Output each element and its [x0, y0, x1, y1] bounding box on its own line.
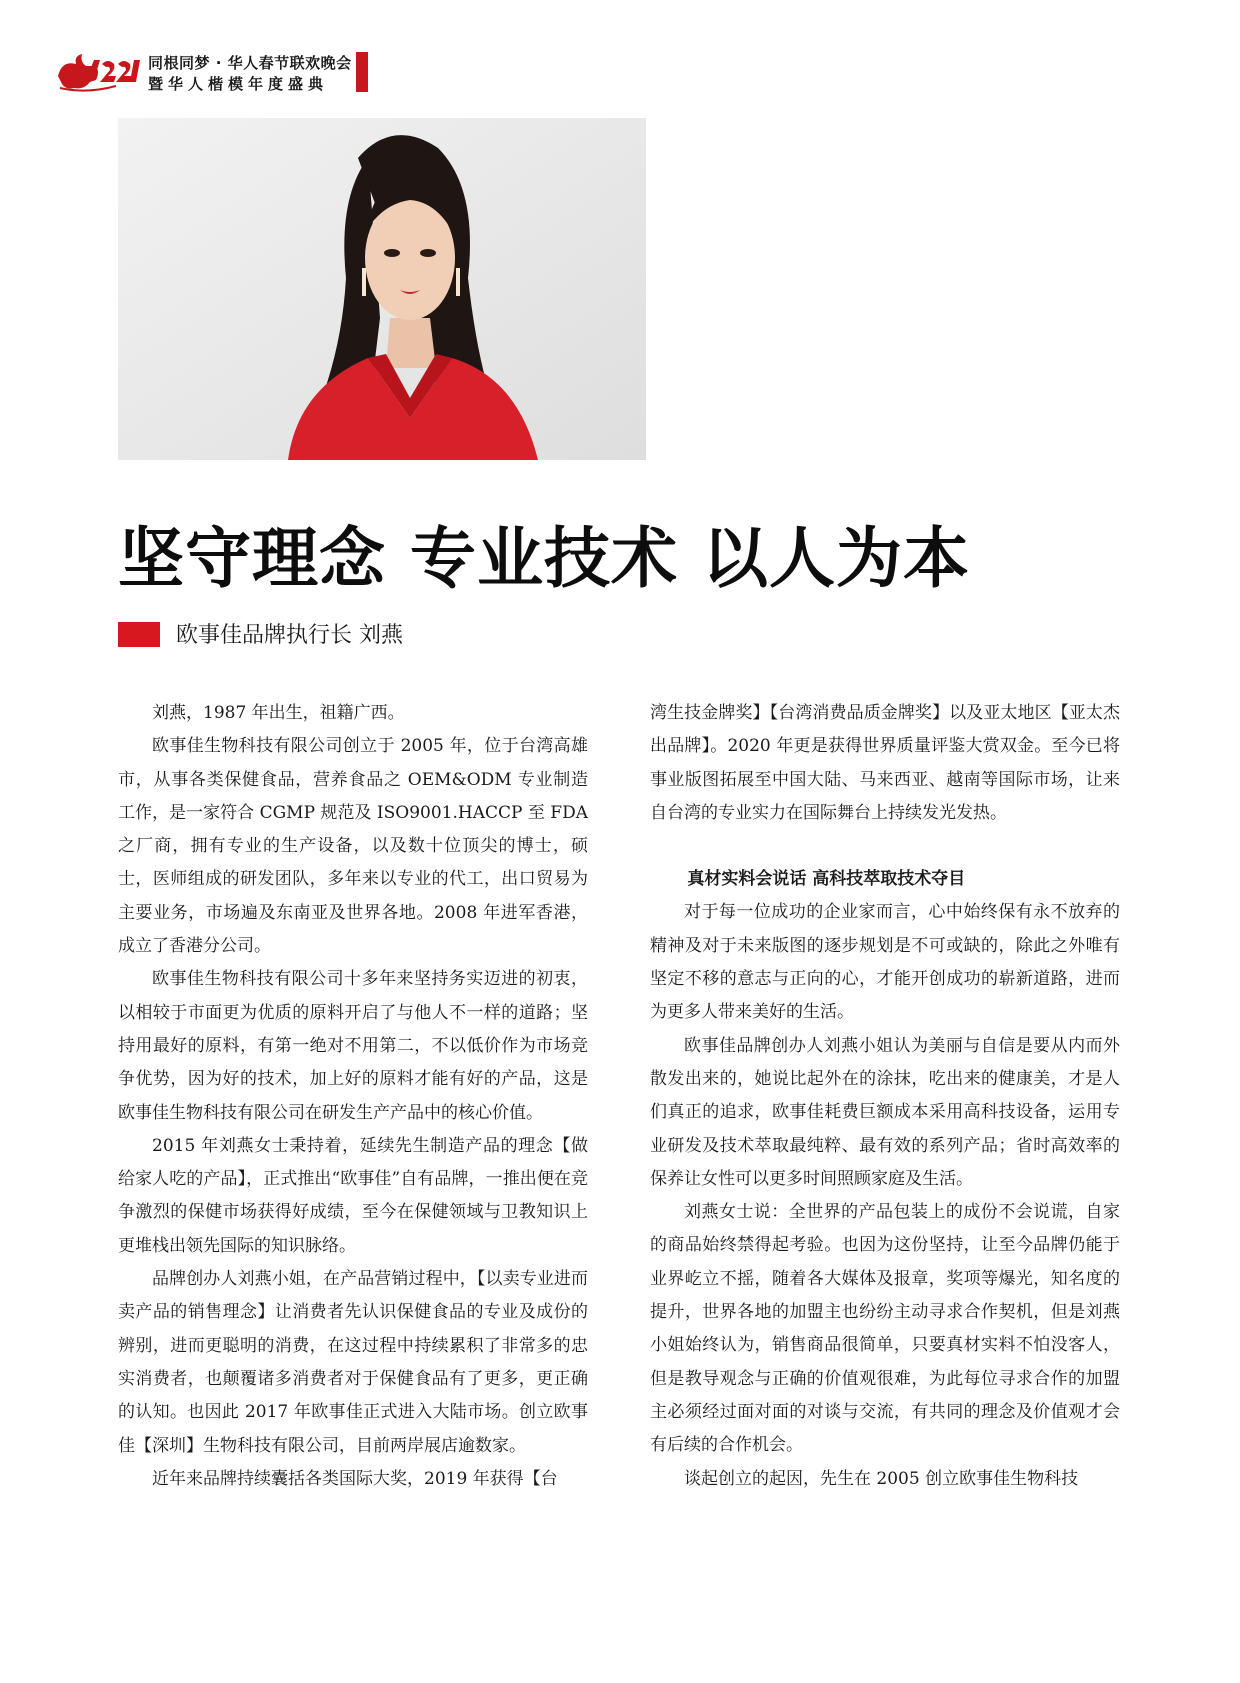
right-column	[650, 697, 1120, 1496]
paragraph: 欧事佳生物科技有限公司十多年来坚持务实迈进的初衷，以相较于市面更为优质的原料开启了与他人不一样的道路；坚持用最好的原料，有第一绝对不用第二，不以低价作为市场竞争优势，因为好的技术，加上好的原料才能有好的产品，这是欧事佳生物科技有限公司在研发生产产品中的核心价值。	[118, 969, 588, 1123]
paragraph: 欧事佳生物科技有限公司创立于 2005 年，位于台湾高雄市，从事各类保健食品，营养食品之 OEM&ODM 专业制造工作，是一家符合 CGMP 规范及 ISO9001.HACCP 至 FDA 之厂商，拥有专业的生产设备，以及数十位顶尖的博士，硕士，医师组成的研发团队，多年来以专业的代工，出口贸易为主要业务，市场遍及东南亚及世界各地。2008 年进军香港，成立了香港分公司。	[118, 736, 588, 957]
paragraph: 对于每一位成功的企业家而言，心中始终保有永不放弃的精神及对于未来版图的逐步规划是不可或缺的，除此之外唯有坚定不移的意志与正向的心，才能开创成功的崭新道路，进而为更多人带来美好的生活。	[650, 902, 1120, 1023]
header-title-line1: 同根同梦 · 华人春节联欢晚会	[148, 54, 352, 72]
left-column	[118, 697, 588, 1496]
byline: 欧事佳品牌执行长 刘燕	[176, 623, 403, 648]
seal-stamp	[356, 52, 368, 92]
section-subheading: 真材实料会说话 高科技萃取技术夺目	[687, 869, 966, 890]
paragraph: 谈起创立的起因，先生在 2005 创立欧事佳生物科技	[684, 1468, 1079, 1489]
article-title: 坚守理念 专业技术 以人为本	[118, 519, 970, 597]
portrait-photo	[118, 118, 646, 460]
paragraph: 欧事佳品牌创办人刘燕小姐认为美丽与自信是要从内而外散发出来的，她说比起外在的涂抹，吃出来的健康美，才是人们真正的追求，欧事佳耗费巨额成本采用高科技设备，运用专业研发及技术萃取最纯粹、最有效的系列产品；省时高效率的保养让女性可以更多时间照顾家庭及生活。	[650, 1035, 1120, 1189]
paragraph: 刘燕，1987 年出生，祖籍广西。	[152, 703, 405, 723]
paragraph: 2015 年刘燕女士秉持着，延续先生制造产品的理念【做给家人吃的产品】，正式推出“欧事佳”自有品牌，一推出便在竞争激烈的保健市场获得好成绩，至今在保健领域与卫教知识上更堆栈出领先国际的知识脉络。	[118, 1135, 588, 1256]
byline-accent-bar	[118, 622, 160, 647]
paragraph: 刘燕女士说：全世界的产品包装上的成份不会说谎，自家的商品始终禁得起考验。也因为这份坚持，让至今品牌仍能于业界屹立不摇，随着各大媒体及报章，奖项等爆光，知名度的提升，世界各地的加盟主也纷纷主动寻求合作契机，但是刘燕小姐始终认为，销售商品很简单，只要真材实料不怕没客人，但是教导观念与正确的价值观很难，为此每位寻求合作的加盟主必须经过面对面的对谈与交流，有共同的理念及价值观才会有后续的合作机会。	[650, 1202, 1120, 1456]
header-title-line2: 暨华人楷模年度盛典	[148, 75, 329, 93]
paragraph: 品牌创办人刘燕小姐，在产品营销过程中，【以卖专业进而卖产品的销售理念】让消费者先认识保健食品的专业及成份的辨别，进而更聪明的消费，在这过程中持续累积了非常多的忠实消费者，也颠覆诸多消费者对于保健食品有了更多，更正确的认知。也因此 2017 年欧事佳正式进入大陆市场。创立欧事佳【深圳】生物科技有限公司，目前两岸展店逾数家。	[118, 1269, 588, 1456]
paragraph: 近年来品牌持续囊括各类国际大奖，2019 年获得【台	[152, 1468, 558, 1489]
bull-2021-logo-icon	[56, 50, 142, 94]
masthead	[56, 48, 396, 98]
paragraph-continued: 湾生技金牌奖】【台湾消费品质金牌奖】以及亚太地区【亚太杰出品牌】。2020 年更是获得世界质量评鉴大赏双金。至今已将事业版图拓展至中国大陆、马来西亚、越南等国际市场，让来自台湾的专业实力在国际舞台上持续发光发热。	[650, 703, 1120, 823]
